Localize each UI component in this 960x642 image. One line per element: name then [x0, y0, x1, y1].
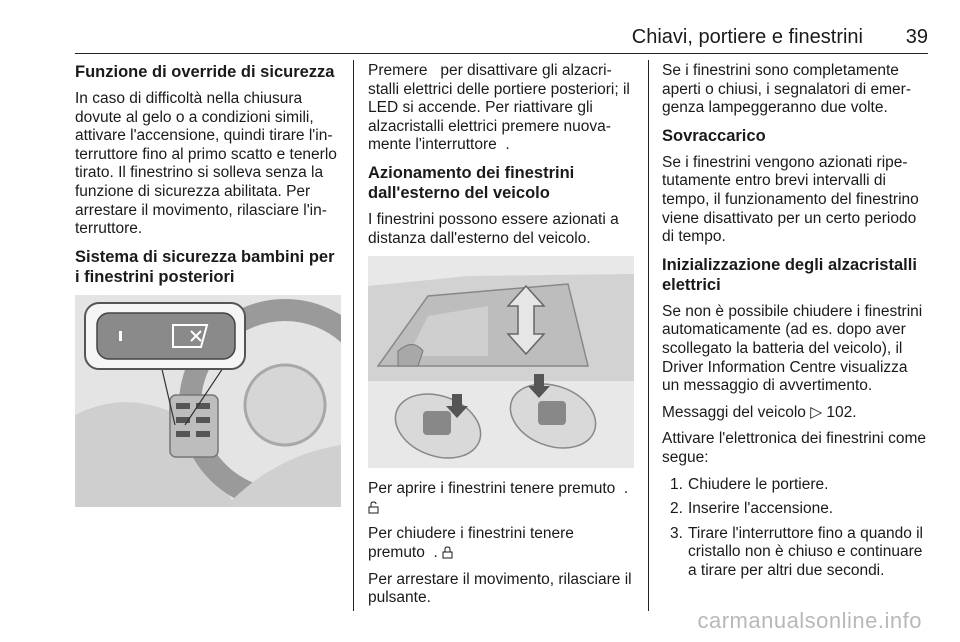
paragraph-safety-override: In caso di difficoltà nella chiusura dovute al gelo o a condizioni simili, attivare l'accensione, quindi tirare l'interruttore fino al primo scatto e tenerlo tirato. Il finestrino si solleva senza la funzione di sicurezza abilitata. Per arrestare il movimento, rilasciare l'interruttore.	[75, 90, 337, 238]
figure-remote-window-operation	[368, 256, 634, 468]
list-item: 3. Tirare l'interruttore fino a quando il cristallo non è chiuso e continuare a tirare per altri due secondi.	[670, 524, 924, 579]
watermark: carmanualsonline.info	[697, 608, 922, 633]
lock-padlock-icon	[442, 546, 453, 559]
list-item: 1. Chiudere le portiere.	[670, 475, 829, 493]
paragraph-initialization: Se non è possibile chiudere i finestrini automaticamente (ad es. dopo aver scollegato la batteria del veicolo), il Driver Information Centre visualizza un messaggio di avvertimento.	[662, 302, 923, 395]
column-2	[368, 62, 634, 616]
paragraph-stop-movement: Per arrestare il movimento, rilasciare il pulsante.	[368, 570, 632, 607]
list-item: 2. Inserire l'accensione.	[670, 500, 834, 518]
page-header	[75, 26, 928, 54]
column-1	[75, 62, 341, 507]
unlock-padlock-icon	[368, 501, 379, 514]
column-3	[662, 62, 928, 586]
paragraph-hazard-flash: Se i finestrini sono completamente aperti o chiusi, i segnalatori di emergenza lampeggeranno due volte.	[662, 62, 911, 117]
heading-initialization: Inizializzazione degli alzacristalli elettrici	[662, 255, 917, 294]
paragraph-open-windows: Per aprire i finestrini tenere premuto .	[368, 480, 634, 517]
paragraph-close-windows: Per chiudere i finestrini tenere premuto .	[368, 525, 574, 561]
paragraph-activate-intro: Attivare l'elettronica dei finestrini come segue:	[662, 430, 926, 466]
paragraph-child-lock-usage: Premere per disattivare gli alzacristalli elettrici delle portiere posteriori; il LED si accende. Per riattivare gli alzacristalli elettrici premere nuovamente l'interruttore .	[368, 62, 630, 154]
column-divider-1	[353, 60, 354, 611]
column-divider-2	[648, 60, 649, 611]
steps-list	[662, 476, 928, 581]
header-rule	[75, 53, 928, 54]
paragraph-overload: Se i finestrini vengono azionati ripetutamente entro brevi intervalli di tempo, il funzionamento del finestrino viene disattivato per un certo periodo di tempo.	[662, 153, 919, 246]
heading-safety-override: Funzione di override di sicurezza	[75, 63, 335, 81]
figure-child-lock-switch	[75, 295, 341, 507]
heading-child-safety: Sistema di sicurezza bambini per i finestrini posteriori	[75, 247, 335, 286]
section-title: Chiavi, portiere e finestrini	[631, 26, 863, 48]
page-number: 39	[905, 26, 928, 48]
heading-overload: Sovraccarico	[662, 126, 766, 145]
paragraph-remote-intro: I finestrini possono essere azionati a distanza dall'esterno del veicolo.	[368, 210, 619, 247]
link-vehicle-messages[interactable]: Messaggi del veicolo ▷ 102.	[662, 403, 857, 421]
heading-remote-operation: Azionamento dei finestrini dall'esterno del veicolo	[368, 163, 575, 202]
